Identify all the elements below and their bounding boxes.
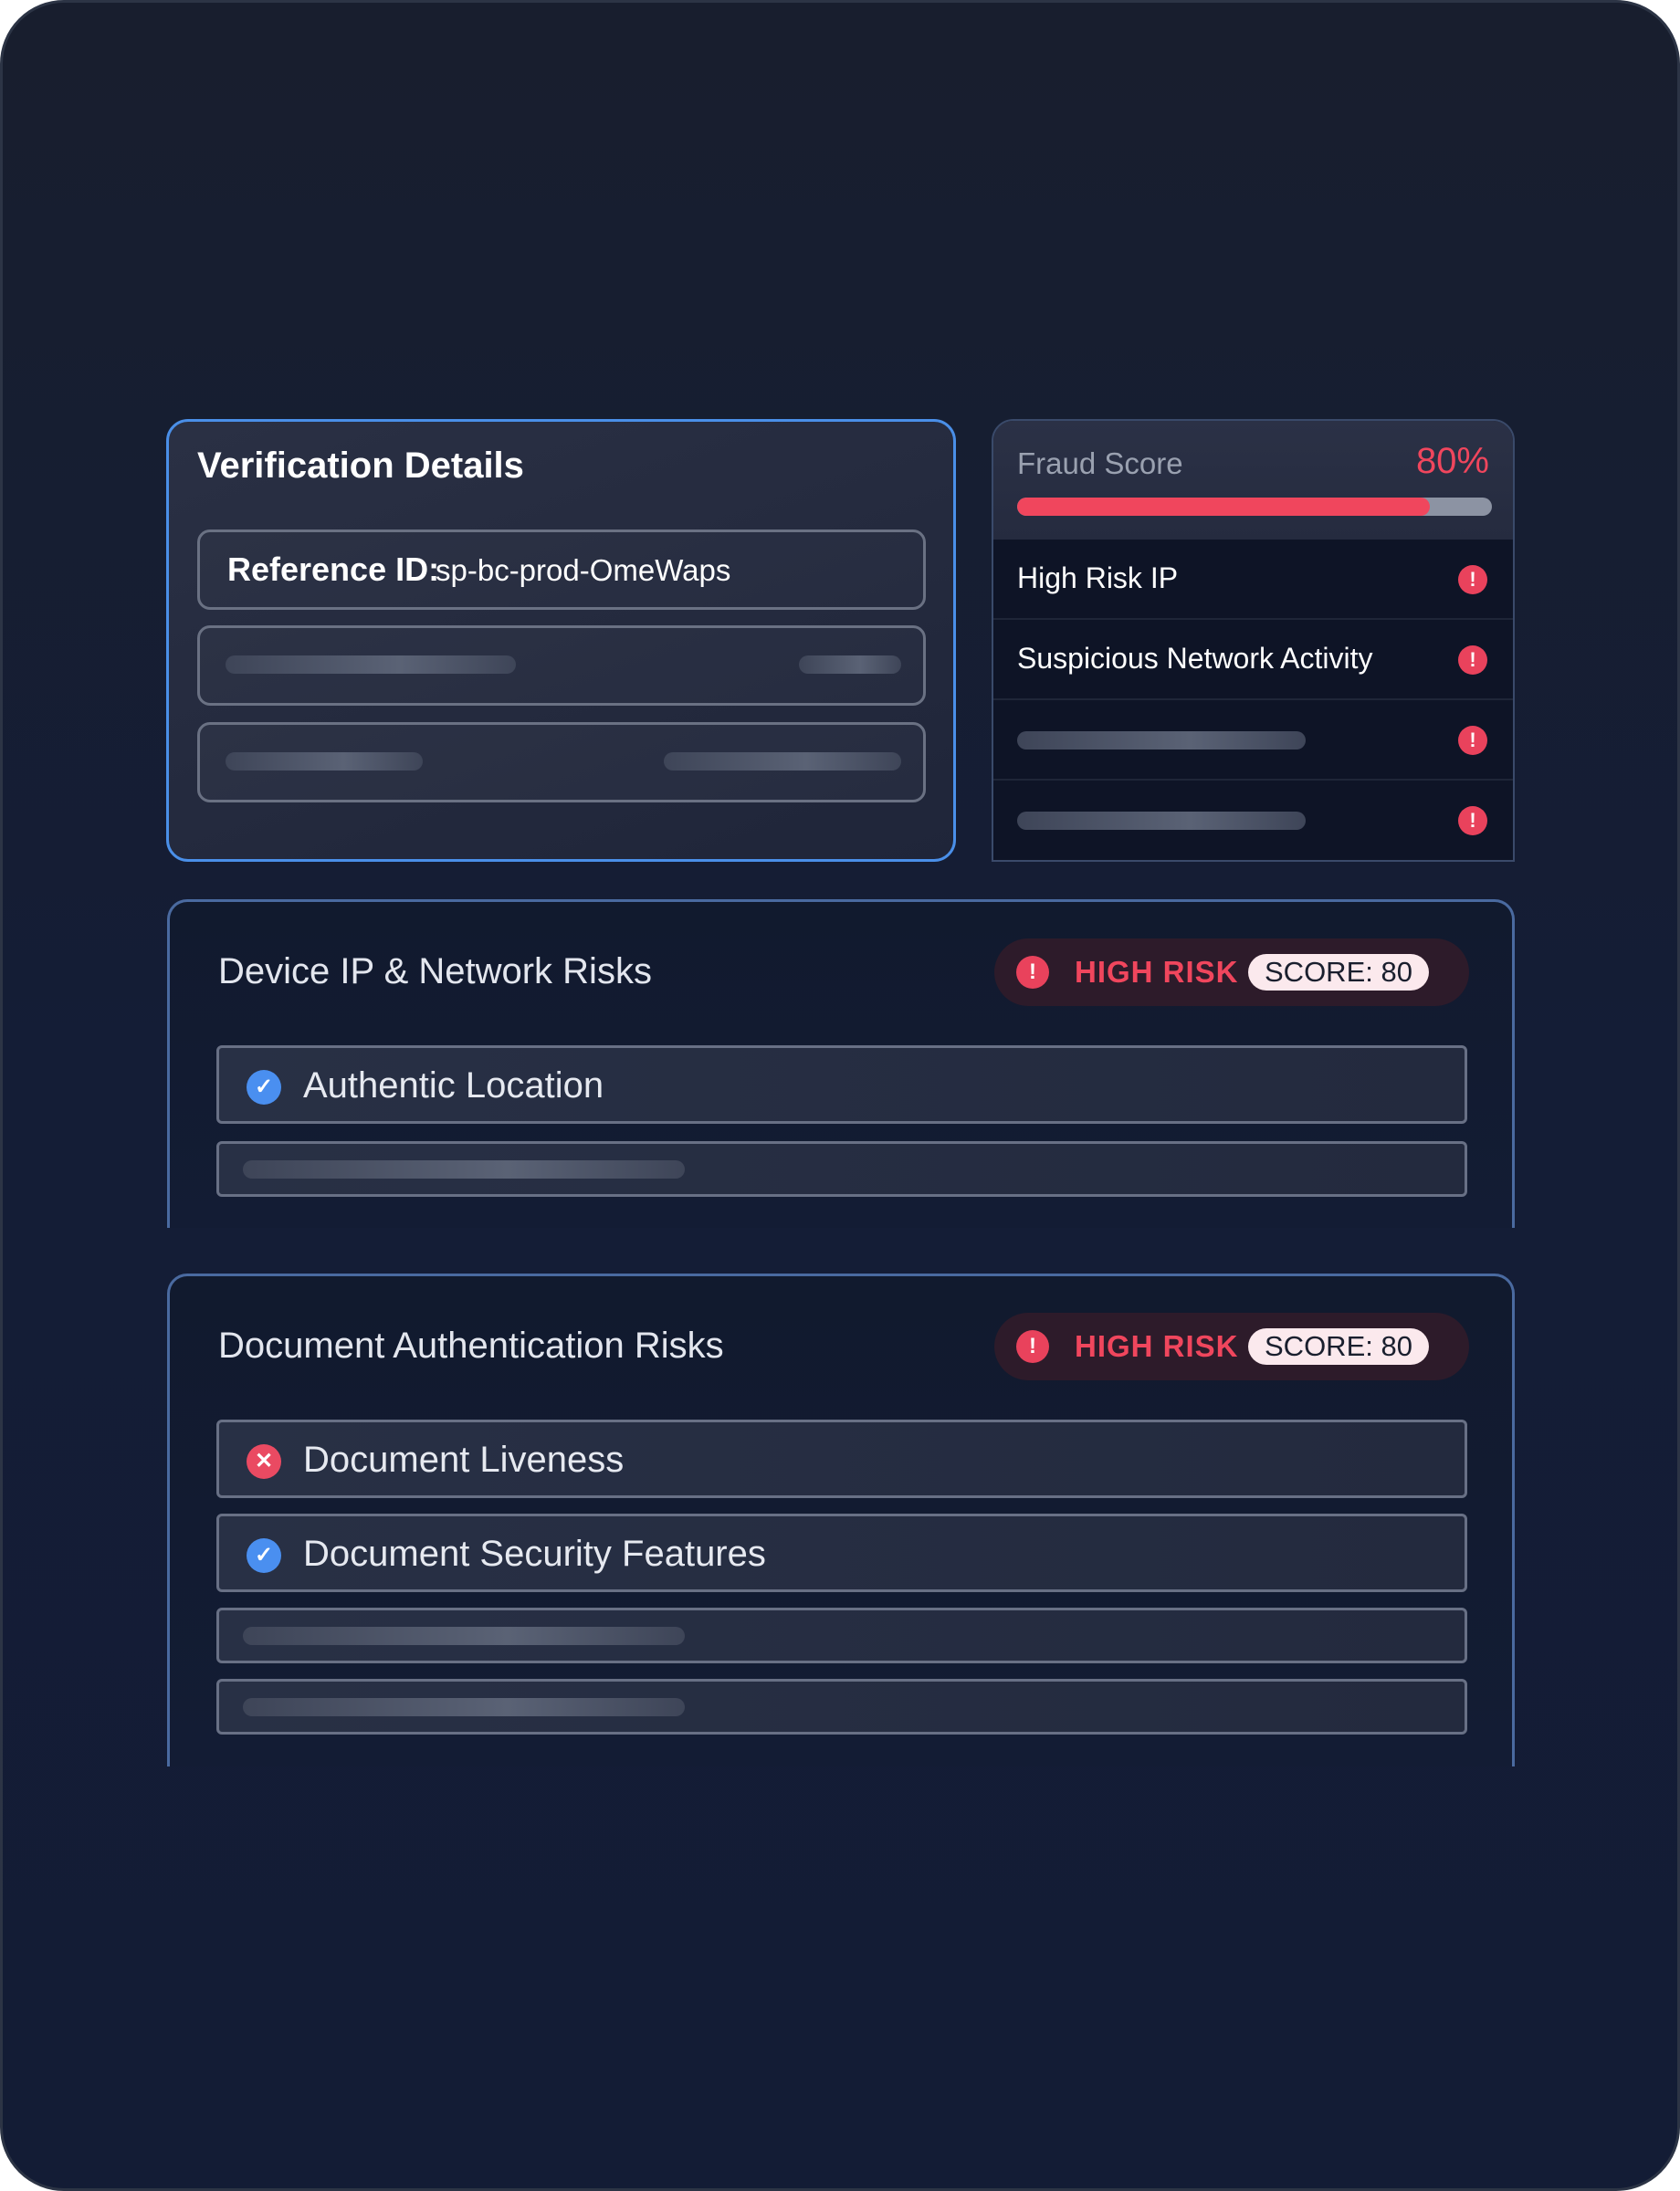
verification-details-title: Verification Details [197, 446, 524, 486]
skeleton-line [243, 1698, 685, 1716]
risk-badge [994, 1313, 1469, 1380]
device-network-risk-title: Device IP & Network Risks [218, 951, 652, 991]
check-row [216, 1420, 1467, 1498]
check-label: Authentic Location [303, 1065, 604, 1106]
skeleton-line [226, 752, 423, 771]
fraud-score-card [992, 419, 1515, 862]
alert-icon: ! [1458, 726, 1487, 755]
skeleton-line [1017, 812, 1306, 830]
reference-id-value: sp-bc-prod-OmeWaps [436, 553, 731, 587]
reference-id-row [197, 529, 926, 610]
risk-score-pill: SCORE: 80 [1248, 1328, 1429, 1365]
check-label: Document Liveness [303, 1440, 625, 1480]
document-auth-risk-card [167, 1274, 1515, 1766]
check-row [216, 1514, 1467, 1592]
skeleton-line [799, 655, 901, 674]
check-row-placeholder [216, 1679, 1467, 1735]
reference-id-label: Reference ID: [227, 550, 440, 588]
fraud-item [993, 620, 1513, 700]
alert-icon: ! [1016, 1330, 1049, 1363]
alert-icon: ! [1458, 645, 1487, 675]
skeleton-line [243, 1627, 685, 1645]
fraud-score-header [993, 421, 1513, 540]
fraud-item-label: Suspicious Network Activity [1017, 642, 1373, 675]
fraud-item [993, 540, 1513, 620]
check-label: Document Security Features [303, 1534, 766, 1574]
check-row-placeholder [216, 1141, 1467, 1197]
skeleton-line [1017, 731, 1306, 750]
fraud-score-label: Fraud Score [1017, 446, 1183, 480]
skeleton-line [243, 1160, 685, 1179]
fraud-item-placeholder [993, 781, 1513, 861]
check-row [216, 1045, 1467, 1124]
device-network-risk-card [167, 899, 1515, 1228]
alert-icon: ! [1016, 956, 1049, 989]
risk-badge [994, 938, 1469, 1006]
check-row-placeholder [216, 1608, 1467, 1663]
fraud-item-label: High Risk IP [1017, 561, 1179, 594]
verification-details-card [166, 419, 956, 862]
check-circle-icon: ✓ [247, 1538, 281, 1573]
fraud-item-placeholder [993, 700, 1513, 781]
skeleton-line [664, 752, 901, 771]
verification-placeholder-row [197, 722, 926, 802]
risk-score-pill: SCORE: 80 [1248, 954, 1429, 991]
document-auth-risk-title: Document Authentication Risks [218, 1326, 724, 1366]
verification-placeholder-row [197, 625, 926, 706]
fraud-score-percent: 80% [1415, 441, 1489, 481]
skeleton-line [226, 655, 516, 674]
risk-level-text: HIGH RISK [1075, 1329, 1239, 1363]
alert-icon: ! [1458, 806, 1487, 835]
fraud-score-progress-fill [1017, 498, 1430, 516]
x-circle-icon: ✕ [247, 1444, 281, 1479]
risk-level-text: HIGH RISK [1075, 955, 1239, 989]
alert-icon: ! [1458, 565, 1487, 594]
fraud-score-progress-bar [1017, 498, 1492, 516]
check-circle-icon: ✓ [247, 1070, 281, 1105]
